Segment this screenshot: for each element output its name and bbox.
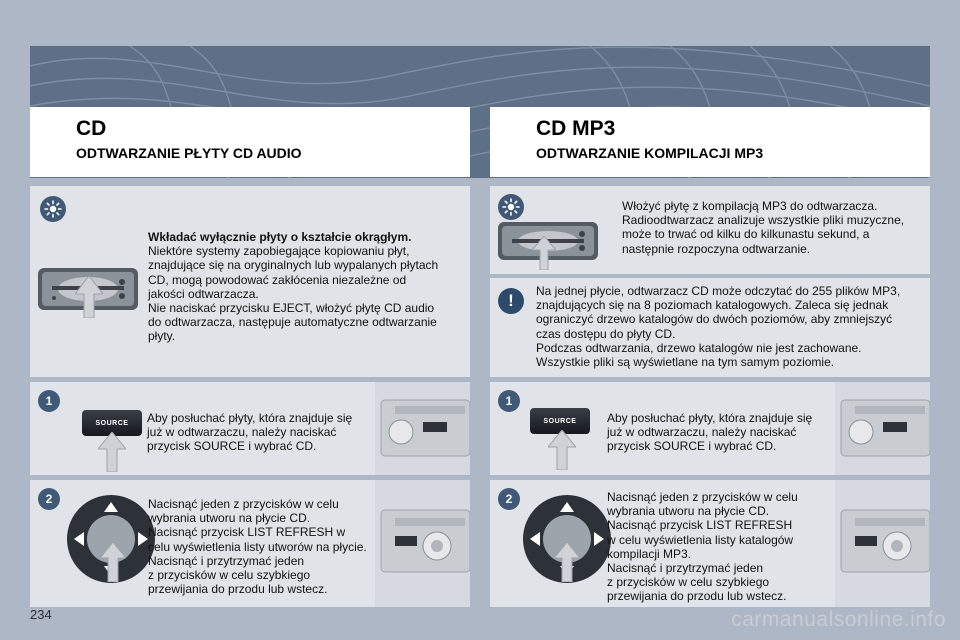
tip-heading: Wkładać wyłącznie płyty o kształcie okrągłym. xyxy=(148,230,412,244)
sun-icon xyxy=(498,194,524,220)
tip-line: CD, mogą powodować zakłócenia niezależne od xyxy=(148,272,407,287)
press-arrow-icon xyxy=(554,542,580,582)
press-arrow-icon xyxy=(548,430,576,470)
left-section-subtitle: ODTWARZANIE PŁYTY CD AUDIO xyxy=(76,145,302,161)
warning-line: czas dostępu do płyty CD. xyxy=(536,326,676,341)
warning-line: Podczas odtwarzania, drzewo katalogów nie jest zachowane. xyxy=(536,340,862,355)
step-line: przycisk SOURCE i wybrać CD. xyxy=(607,439,777,454)
press-arrow-icon xyxy=(98,432,126,472)
right-warning-panel xyxy=(490,278,930,377)
step-number-badge: 1 xyxy=(38,390,60,412)
step-line: przewijania do przodu lub wstecz. xyxy=(607,589,787,604)
tip-line: Niektóre systemy zapobiegające kopiowaniu płyt, xyxy=(148,244,410,259)
tip-line: do odtwarzacza, następuje automatyczne odtwarzanie xyxy=(148,315,437,330)
step-line: w celu wyświetlenia listy katalogów xyxy=(607,532,794,547)
right-warning-text xyxy=(536,284,926,369)
right-tip-panel xyxy=(490,186,930,274)
step-line: Nacisnąć jeden z przycisków w celu xyxy=(607,490,798,504)
tip-line: Włożyć płytę z kompilacją MP3 do odtwarzacza. xyxy=(622,199,878,213)
warning-line: Wszystkie pliki są wyświetlane na tym samym poziomie. xyxy=(536,355,835,370)
tip-line: jakości odtwarzacza. xyxy=(148,286,259,301)
source-button-illustration: SOURCE xyxy=(530,408,590,434)
right-section-subtitle: ODTWARZANIE KOMPILACJI MP3 xyxy=(536,145,764,161)
tip-line: może to trwać od kilku do kilkunastu sekund, a xyxy=(622,227,870,242)
left-section-title: CD xyxy=(76,117,107,140)
right-title-box xyxy=(490,107,930,177)
step-line: Nacisnąć przycisk LIST REFRESH xyxy=(607,518,793,533)
tip-line: płyty. xyxy=(148,329,176,344)
warning-line: Na jednej płycie, odtwarzacz CD może odczytać do 255 plików MP3, xyxy=(536,284,901,298)
radio-panel-illustration xyxy=(835,382,930,475)
tip-line: Nie naciskać przycisku EJECT, włożyć płytę CD audio xyxy=(148,301,435,316)
step-line: z przycisków w celu szybkiego xyxy=(148,568,311,583)
step-line: wybrania utworu na płycie CD. xyxy=(148,511,311,526)
press-arrow-icon xyxy=(100,542,126,582)
watermark: carmanualsonline.info xyxy=(731,608,946,631)
left-step2-panel xyxy=(30,480,470,607)
step-line: już w odtwarzaczu, należy naciskać xyxy=(147,425,337,440)
step-line: celu wyświetlenia listy utworów na płycie. xyxy=(148,539,367,554)
radio-panel-illustration xyxy=(375,382,470,475)
step-line: przewijania do przodu lub wstecz. xyxy=(148,582,328,597)
right-tip-text xyxy=(622,199,922,256)
step-line: Aby posłuchać płyty, która znajduje się xyxy=(607,411,813,425)
left-step1-panel xyxy=(30,382,470,475)
step-line: Nacisnąć i przytrzymać jeden xyxy=(607,561,764,576)
step-line: Nacisnąć jeden z przycisków w celu xyxy=(148,497,339,511)
step-number-badge: 2 xyxy=(498,488,520,510)
left-title-box xyxy=(30,107,470,177)
step-line: przycisk SOURCE i wybrać CD. xyxy=(147,439,317,454)
step-line: wybrania utworu na płycie CD. xyxy=(607,504,770,519)
step-line: Nacisnąć przycisk LIST REFRESH w xyxy=(148,525,346,540)
step-line: z przycisków w celu szybkiego xyxy=(607,575,770,590)
right-step2-panel xyxy=(490,480,930,607)
insert-arrow-icon xyxy=(532,236,556,270)
right-step1-text xyxy=(607,411,837,454)
tip-line: następnie rozpoczyna odtwarzanie. xyxy=(622,241,811,256)
page-number: 234 xyxy=(30,607,52,622)
step-line: Nacisnąć i przytrzymać jeden xyxy=(148,553,305,568)
left-step2-text xyxy=(148,497,378,596)
left-step1-text xyxy=(147,411,377,454)
tip-line: znajdujące się na oryginalnych lub wypalanych płytach xyxy=(148,258,439,273)
right-step1-panel xyxy=(490,382,930,475)
left-tip-panel xyxy=(30,186,470,377)
step-line: już w odtwarzaczu, należy naciskać xyxy=(607,425,797,440)
insert-arrow-icon xyxy=(75,276,103,318)
source-button-illustration: SOURCE xyxy=(82,410,142,436)
warning-icon: ! xyxy=(498,288,524,314)
step-number-badge: 2 xyxy=(38,488,60,510)
step-line: Aby posłuchać płyty, która znajduje się xyxy=(147,411,353,425)
right-section-title: CD MP3 xyxy=(536,117,616,140)
warning-line: znajdujących się na 8 poziomach katalogowych. Zaleca się jednak xyxy=(536,298,889,313)
tip-line: Radioodtwarzacz analizuje wszystkie pliki muzyczne, xyxy=(622,213,905,228)
radio-panel-illustration xyxy=(375,480,470,607)
right-step2-text xyxy=(607,490,837,604)
step-number-badge: 1 xyxy=(498,390,520,412)
radio-panel-illustration xyxy=(835,480,930,607)
left-tip-text xyxy=(148,230,463,344)
warning-line: ograniczyć drzewo katalogów do dwóch poziomów, aby zmniejszyć xyxy=(536,312,893,327)
step-line: kompilacji MP3. xyxy=(607,546,692,561)
sun-icon xyxy=(40,196,66,222)
